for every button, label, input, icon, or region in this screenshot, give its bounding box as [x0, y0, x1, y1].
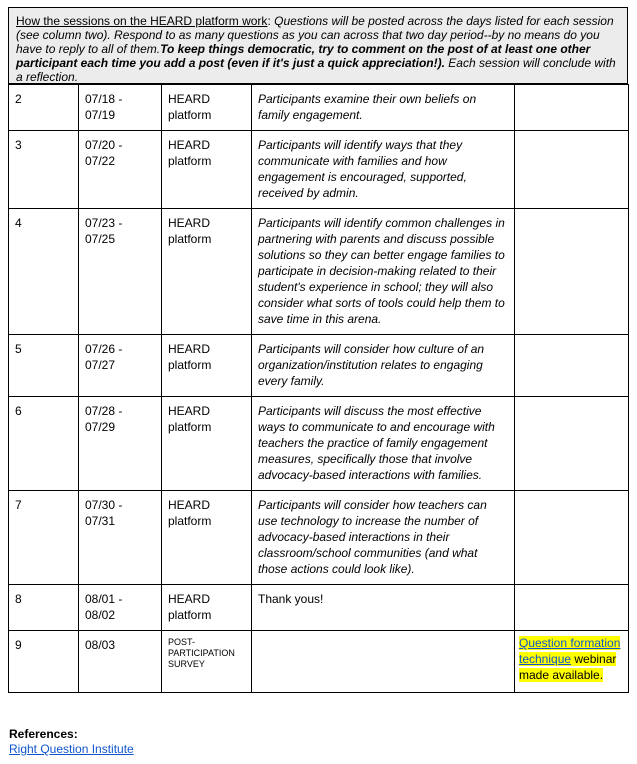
session-schedule-table	[8, 84, 629, 693]
question-formation-link[interactable]: Question formation technique	[519, 636, 621, 666]
session-dates: 08/01 - 08/02	[79, 585, 162, 631]
session-number: 3	[9, 131, 79, 209]
session-location: HEARD platform	[162, 335, 252, 397]
table-row	[9, 585, 629, 631]
session-location: HEARD platform	[162, 585, 252, 631]
session-notes	[515, 85, 629, 131]
session-dates: 07/18 - 07/19	[79, 85, 162, 131]
session-description: Participants examine their own beliefs on family engagement.	[252, 85, 515, 131]
instructions-emphasis: To keep things democratic, try to comment on the post of at least one other participant each time you add a post (even if it's just a quick appreciation!).	[16, 42, 591, 70]
references-title: References:	[9, 727, 78, 741]
session-location: HEARD platform	[162, 491, 252, 585]
session-number: 6	[9, 397, 79, 491]
table-row	[9, 85, 629, 131]
session-notes	[515, 585, 629, 631]
session-notes	[515, 209, 629, 335]
instructions-heading: How the sessions on the HEARD platform work	[16, 14, 268, 28]
table-row	[9, 491, 629, 585]
session-notes	[515, 335, 629, 397]
session-notes	[515, 491, 629, 585]
session-location: POST-PARTICIPATION SURVEY	[162, 631, 252, 693]
session-number: 9	[9, 631, 79, 693]
session-notes	[515, 631, 629, 693]
session-location: HEARD platform	[162, 131, 252, 209]
session-number: 5	[9, 335, 79, 397]
session-dates: 07/26 - 07/27	[79, 335, 162, 397]
session-description: Participants will consider how culture of an organization/institution relates to engaging every family.	[252, 335, 515, 397]
session-description: Participants will consider how teachers can use technology to increase the number of advocacy-based interactions in their classroom/school communities (and what those actions could look like).	[252, 491, 515, 585]
table-row	[9, 335, 629, 397]
instructions-conclusion: Each session will conclude with a reflection.	[16, 56, 616, 84]
table-row	[9, 631, 629, 693]
table-row	[9, 131, 629, 209]
session-notes	[515, 397, 629, 491]
session-location: HEARD platform	[162, 397, 252, 491]
session-location: HEARD platform	[162, 209, 252, 335]
session-number: 7	[9, 491, 79, 585]
session-description: Participants will discuss the most effective ways to communicate to and encourage with teachers the practice of family engagement measures, specifically those that involve advocacy-based interactions with families.	[252, 397, 515, 491]
document-body	[8, 7, 628, 693]
table-row	[9, 397, 629, 491]
instructions-colon: :	[267, 14, 275, 28]
session-instructions	[8, 7, 628, 84]
session-location: HEARD platform	[162, 85, 252, 131]
session-description	[252, 631, 515, 693]
webinar-note: webinar made available.	[519, 652, 617, 682]
session-number: 8	[9, 585, 79, 631]
session-description: Thank yous!	[252, 585, 515, 631]
session-number: 4	[9, 209, 79, 335]
session-dates: 07/30 - 07/31	[79, 491, 162, 585]
right-question-institute-link[interactable]: Right Question Institute	[9, 742, 134, 756]
instructions-text: Questions will be posted across the days listed for each session (see column two). Respond to as many questions as you can across that two day period--by no means do you have to reply to all of them.	[16, 14, 614, 56]
table-row	[9, 209, 629, 335]
session-description: Participants will identify ways that they communicate with families and how engagement is encouraged, supported, received by admin.	[252, 131, 515, 209]
session-dates: 07/20 - 07/22	[79, 131, 162, 209]
references-section	[9, 727, 134, 757]
session-dates: 08/03	[79, 631, 162, 693]
session-dates: 07/28 - 07/29	[79, 397, 162, 491]
session-dates: 07/23 - 07/25	[79, 209, 162, 335]
session-number: 2	[9, 85, 79, 131]
session-description: Participants will identify common challenges in partnering with parents and discuss possible solutions so they can better engage families to participate in decision-making related to their student's experience in school; they will also consider what sorts of tools could help them to save time in this arena.	[252, 209, 515, 335]
session-notes	[515, 131, 629, 209]
